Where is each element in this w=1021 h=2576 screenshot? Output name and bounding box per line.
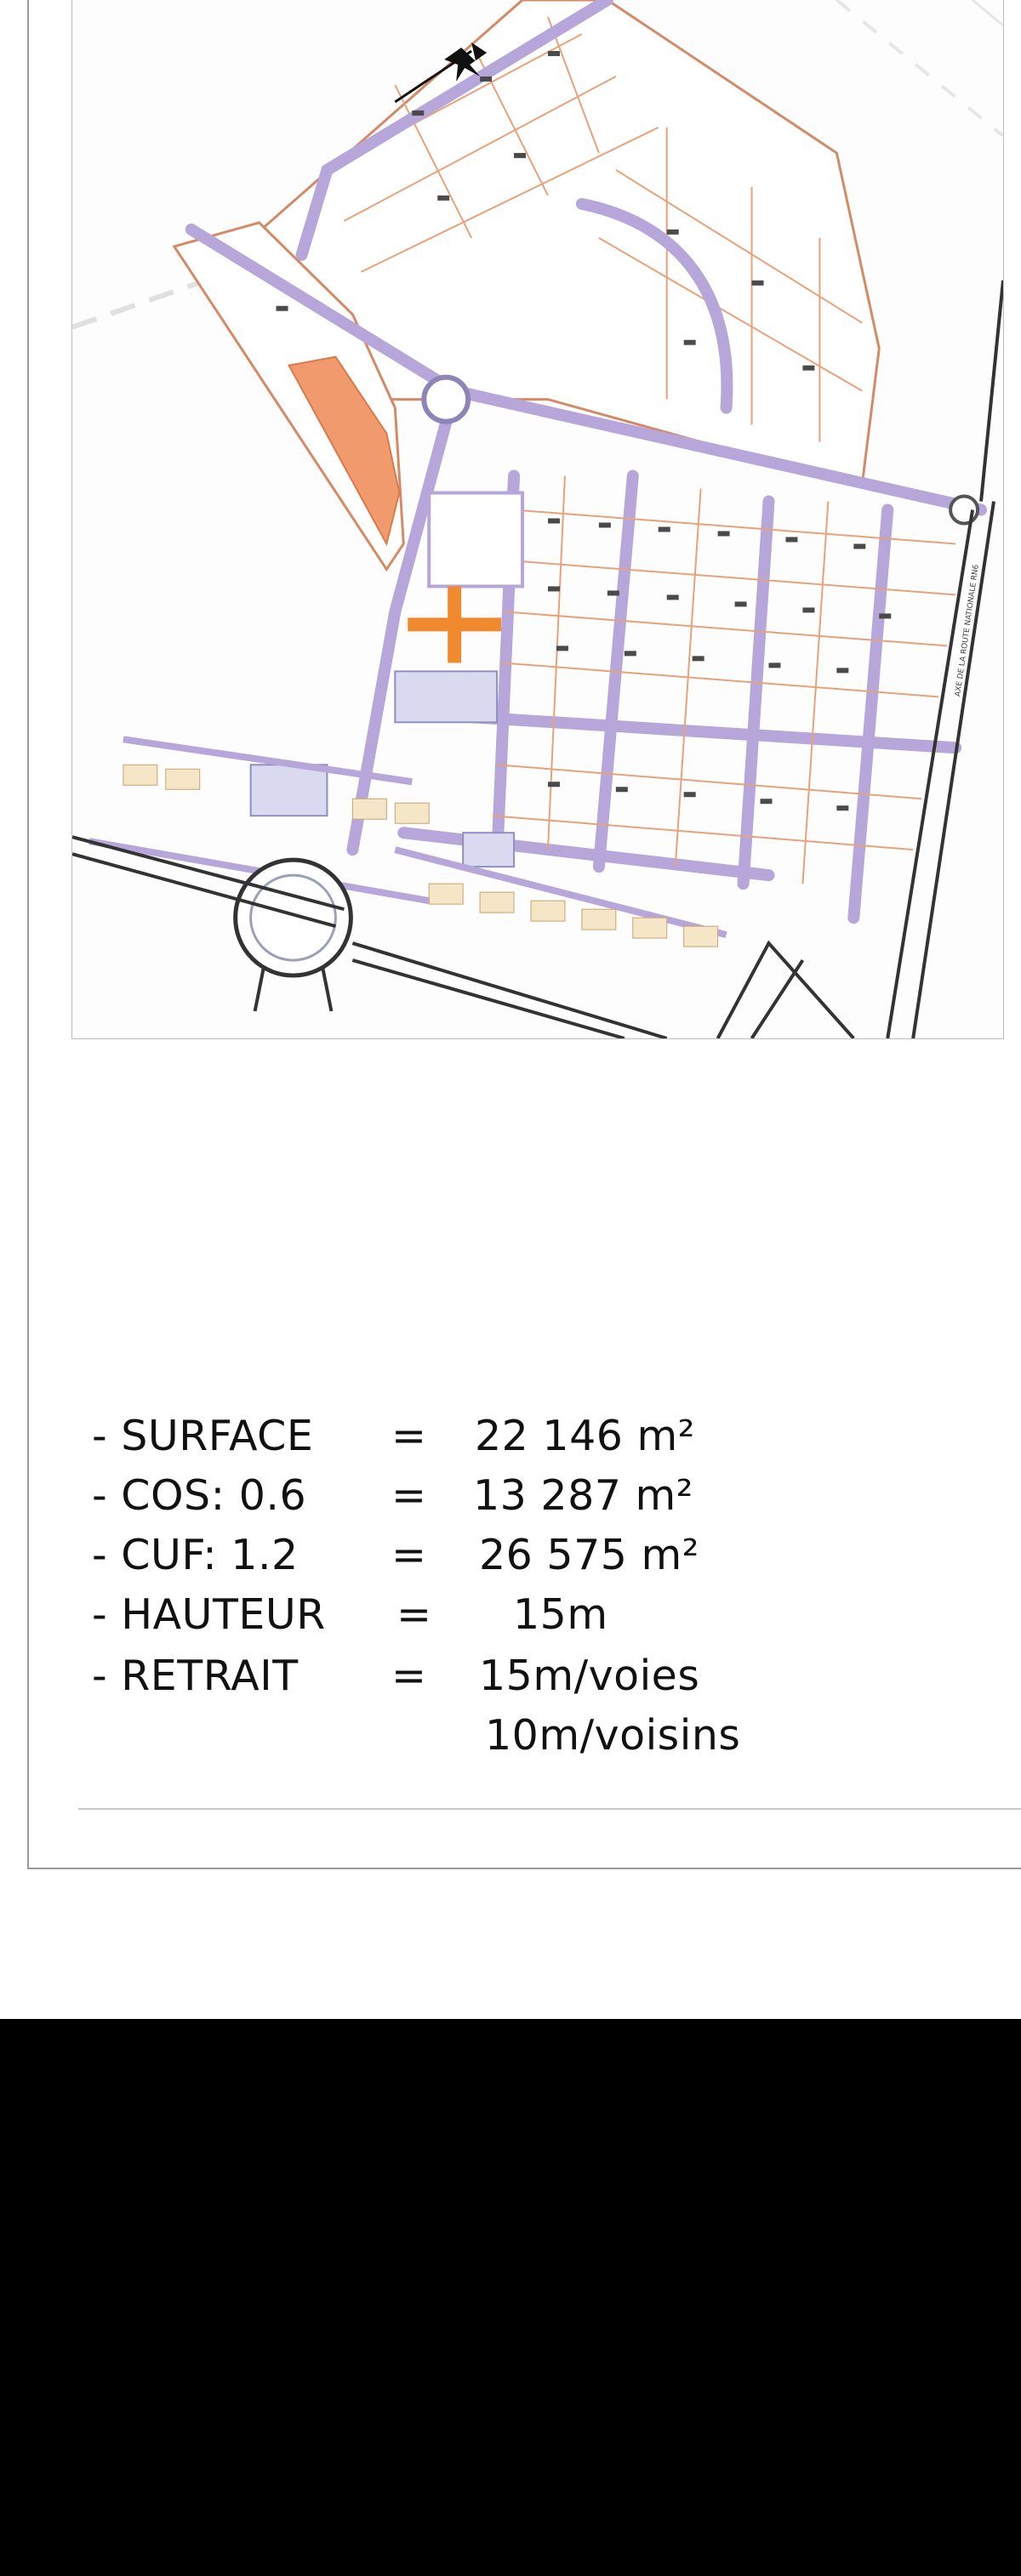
roundabout-east bbox=[950, 497, 978, 524]
stat-value: 15m/voies bbox=[479, 1652, 700, 1700]
parking-area bbox=[395, 671, 497, 722]
dashed-boundary-line bbox=[836, 0, 1003, 136]
stat-label: - HAUTEUR bbox=[92, 1590, 326, 1639]
equals-sign: = bbox=[391, 1652, 427, 1700]
stat-value: 22 146 m² bbox=[475, 1412, 695, 1460]
stat-label: - CUF: 1.2 bbox=[92, 1531, 299, 1579]
roundabout-south bbox=[236, 860, 351, 975]
stat-value: 13 287 m² bbox=[473, 1471, 693, 1520]
stat-value: 10m/voisins bbox=[485, 1711, 741, 1760]
stat-value: 15m bbox=[513, 1590, 608, 1639]
equals-sign: = bbox=[391, 1471, 427, 1520]
stat-label: - RETRAIT bbox=[92, 1652, 299, 1700]
central-building bbox=[429, 493, 522, 587]
parking-area bbox=[463, 833, 514, 867]
equals-sign: = bbox=[396, 1590, 432, 1639]
dashed-boundary-line bbox=[973, 0, 1003, 26]
equals-sign: = bbox=[391, 1412, 427, 1460]
site-plan bbox=[71, 0, 1004, 1039]
road-label: AXE DE LA ROUTE NATIONALE RN6 bbox=[954, 564, 981, 697]
parking-area bbox=[251, 765, 328, 816]
stat-label: - COS: 0.6 bbox=[92, 1471, 307, 1520]
divider-line bbox=[78, 1808, 1021, 1810]
roundabout-north bbox=[424, 378, 468, 422]
equals-sign: = bbox=[391, 1531, 427, 1579]
stat-label: - SURFACE bbox=[92, 1412, 314, 1460]
orange-plaza bbox=[408, 586, 501, 662]
stat-value: 26 575 m² bbox=[479, 1531, 699, 1579]
site-plan-drawing bbox=[72, 0, 1003, 1038]
